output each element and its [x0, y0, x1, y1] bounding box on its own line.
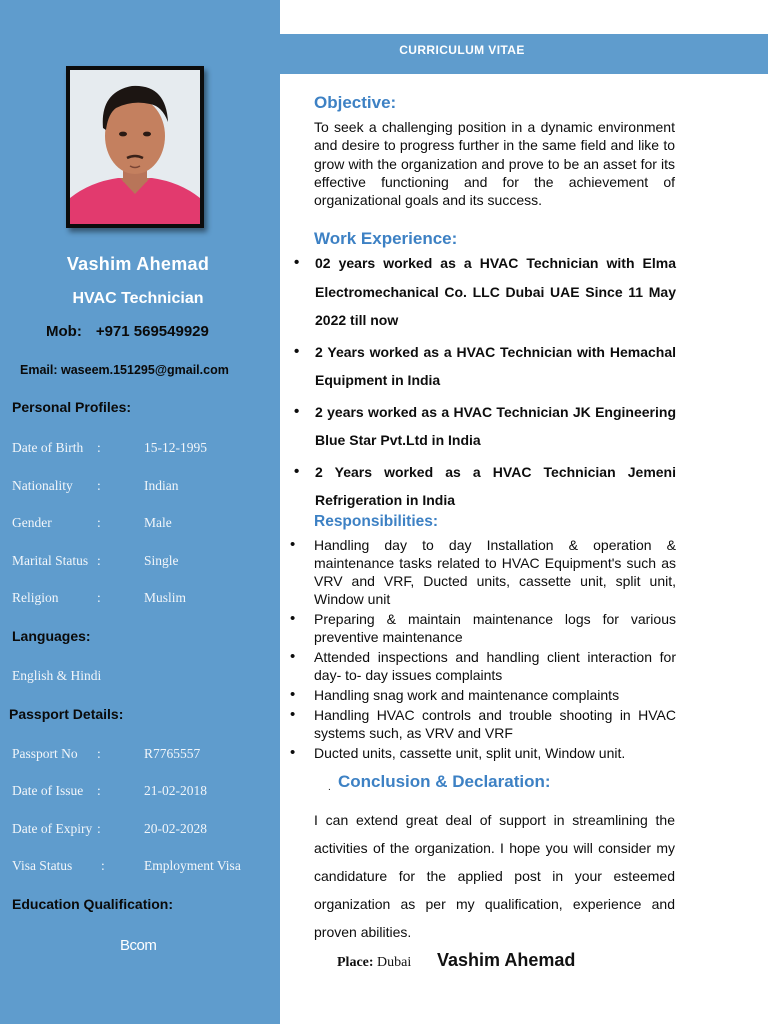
languages-heading: Languages: — [12, 628, 91, 644]
passport-value-visa-status: Employment Visa — [144, 858, 241, 873]
colon: : — [97, 553, 101, 568]
responsibility-item: • Ducted units, cassette unit, split unit, Window unit. — [290, 744, 676, 762]
education-heading: Education Qualification: — [12, 896, 174, 912]
responsibilities-list — [290, 536, 676, 764]
candidate-name: Vashim Ahemad — [66, 254, 210, 274]
mobile-number: +971 569549929 — [95, 323, 209, 340]
personal-label-dob: Date of Birth — [12, 440, 84, 455]
email-line: Email: waseem.151295@gmail.com — [20, 363, 229, 377]
colon: : — [97, 783, 101, 798]
responsibility-item: • Handling snag work and maintenance complaints — [290, 686, 676, 704]
responsibilities-heading: Responsibilities: — [314, 513, 439, 530]
work-item: • 2 Years worked as a HVAC Technician with Hemachal Equipment in India — [294, 338, 676, 395]
passport-label-issue-date: Date of Issue — [12, 783, 84, 798]
responsibility-item: • Attended inspections and handling client interaction for day- to- day issues complaints — [290, 648, 676, 684]
personal-profiles-heading: Personal Profiles: — [12, 399, 132, 415]
work-item: • 2 Years worked as a HVAC Technician Jemeni Refrigeration in India — [294, 458, 676, 515]
colon: : — [97, 440, 101, 455]
place-value: Dubai — [377, 955, 412, 970]
personal-label-nationality: Nationality — [12, 478, 73, 493]
personal-value-marital-status: Single — [144, 553, 179, 568]
place-line — [337, 955, 411, 971]
languages-value: English & Hindi — [12, 668, 102, 683]
responsibility-item: • Handling HVAC controls and trouble shooting in HVAC systems such, as VRV and VRF — [290, 706, 676, 742]
personal-value-religion: Muslim — [144, 590, 187, 605]
passport-value-issue-date: 21-02-2018 — [144, 783, 207, 798]
passport-value-expiry-date: 20-02-2028 — [144, 821, 207, 836]
objective-text: To seek a challenging position in a dynamic environment and desire to progress further in the same field and like to grow with the organization and prove to be an asset for its effective functioning and for the achievement of organizational goals and its success. — [314, 119, 675, 209]
colon: : — [97, 515, 101, 530]
conclusion-text: I can extend great deal of support in streamlining the activities of the organization. I hope you will consider my candidature for the applied post in your esteemed organization as per my qualification, experience and proven abilities. — [314, 812, 675, 940]
passport-value-number: R7765557 — [144, 746, 201, 761]
personal-label-religion: Religion — [12, 590, 59, 605]
candidate-job-title: HVAC Technician — [72, 290, 204, 307]
colon: : — [97, 821, 101, 836]
responsibility-item: • Preparing & maintain maintenance logs for various preventive maintenance — [290, 610, 676, 646]
personal-label-marital-status: Marital Status — [12, 553, 89, 568]
conclusion-heading: Conclusion & Declaration: — [338, 772, 551, 791]
objective-heading: Objective: — [314, 93, 397, 112]
work-experience-list — [294, 249, 676, 518]
personal-value-dob: 15-12-1995 — [144, 440, 207, 455]
cv-title: CURRICULUM VITAE — [399, 43, 525, 57]
personal-value-gender: Male — [144, 515, 172, 530]
mobile-line — [46, 323, 209, 340]
personal-value-nationality: Indian — [144, 478, 179, 493]
place-label: Place: — [337, 955, 374, 970]
responsibility-item: • Handling day to day Installation & operation & maintenance tasks related to HVAC Equipment's such as VRV and VRF, Ducted units, cassette unit, split unit, Window unit — [290, 536, 676, 608]
profile-photo-frame — [66, 66, 204, 228]
signature-name: Vashim Ahemad — [437, 950, 576, 970]
colon: : — [97, 590, 101, 605]
colon: : — [97, 746, 101, 761]
passport-label-visa-status: Visa Status — [12, 858, 73, 873]
mobile-label: Mob: — [46, 323, 82, 340]
passport-label-expiry-date: Date of Expiry — [12, 821, 93, 836]
stray-dot: . — [328, 782, 331, 793]
work-item: • 02 years worked as a HVAC Technician with Elma Electromechanical Co. LLC Dubai UAE Since 11 May 2022 till now — [294, 249, 676, 335]
work-item: • 2 years worked as a HVAC Technician JK Engineering Blue Star Pvt.Ltd in India — [294, 398, 676, 455]
passport-details-heading: Passport Details: — [9, 706, 124, 722]
passport-label-number: Passport No — [12, 746, 78, 761]
profile-photo — [70, 70, 200, 224]
colon: : — [101, 858, 105, 873]
work-experience-heading: Work Experience: — [314, 229, 458, 248]
personal-label-gender: Gender — [12, 515, 52, 530]
colon: : — [97, 478, 101, 493]
education-value: Bcom — [120, 937, 157, 954]
